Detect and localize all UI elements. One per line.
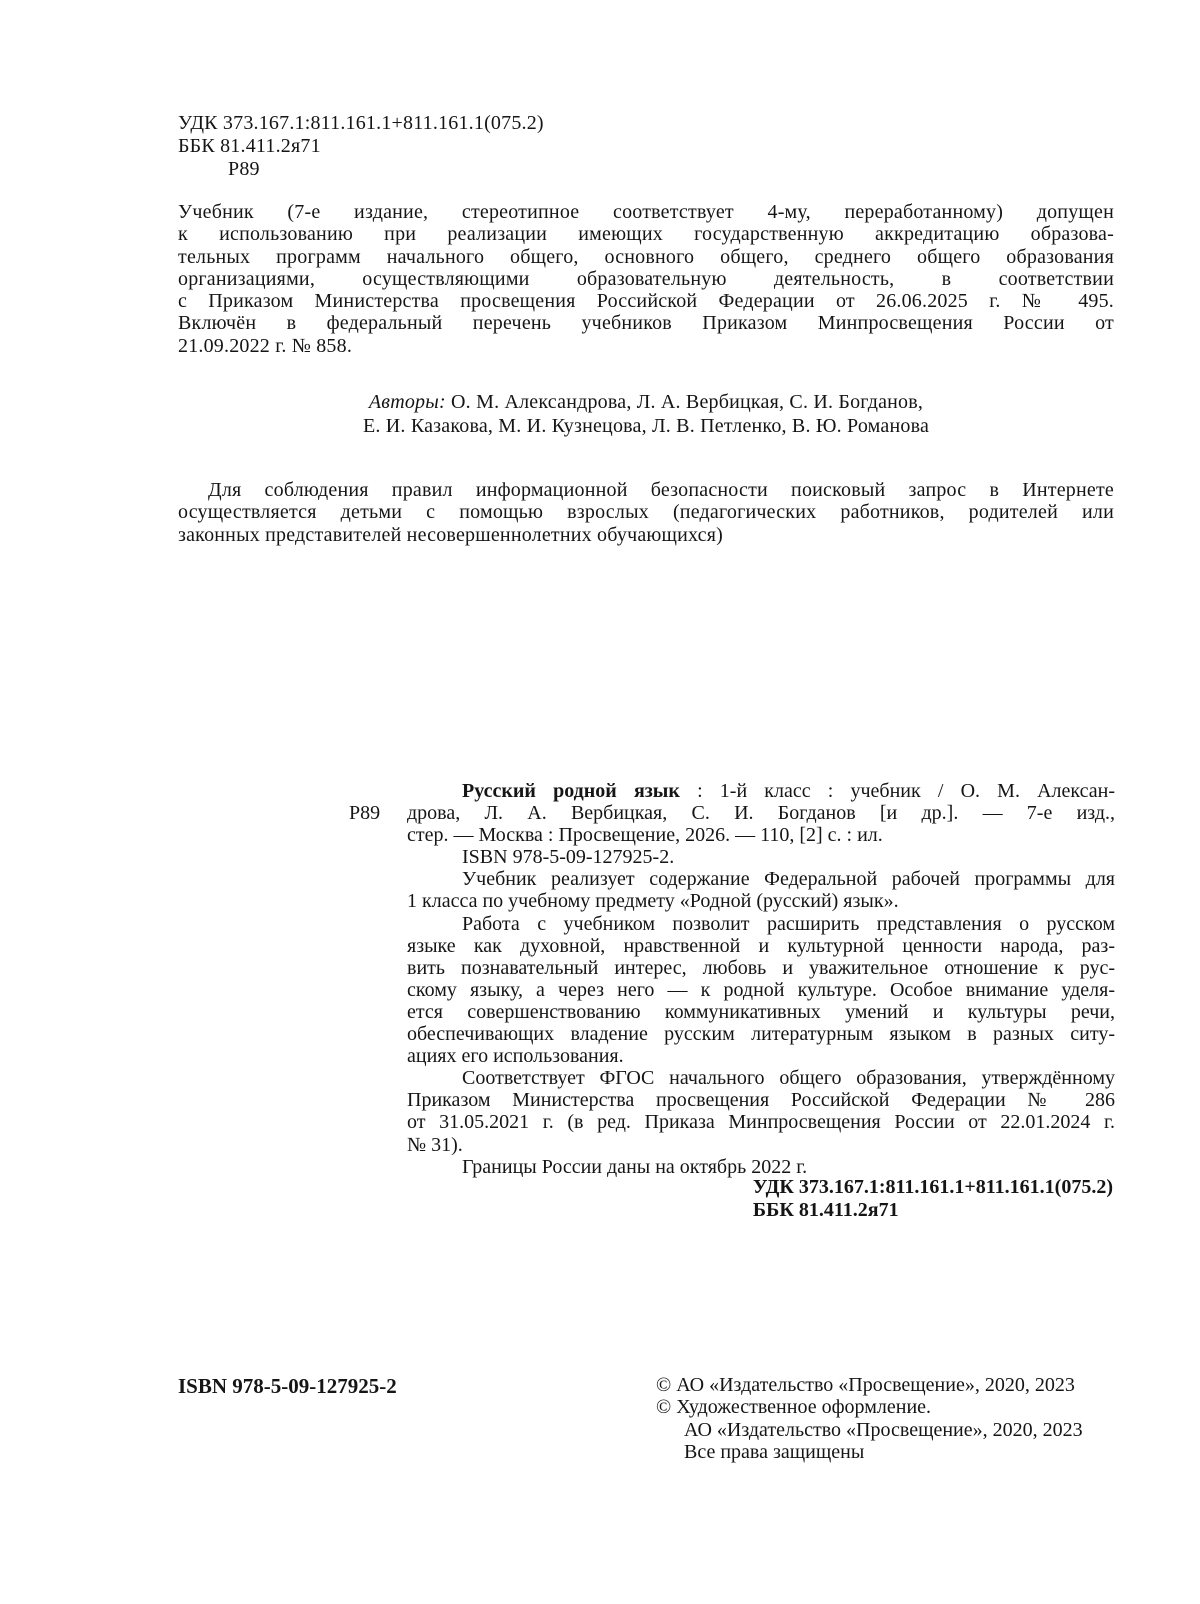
authors-line [178, 391, 1114, 415]
copyright-line: Все права защищены [684, 1441, 865, 1464]
authors-block [178, 391, 1114, 438]
safety-line: Для соблюдения правил информационной безопасности поисковый запрос в Интернете [208, 479, 1114, 501]
copyright-block [656, 1374, 1083, 1464]
approval-line: организациями, осуществляющими образовательную деятельность, в соответствии [178, 267, 1114, 290]
safety-line: законных представителей несовершеннолетних обучающихся) [178, 523, 724, 546]
udk-code: УДК 373.167.1:811.161.1+811.161.1(075.2) [178, 112, 544, 134]
bottom-codes-block [753, 1176, 1113, 1222]
catalog-annotation-block [349, 780, 1115, 1178]
isbn-footer: ISBN 978-5-09-127925-2 [178, 1374, 397, 1398]
author-sign-code: Р89 [228, 158, 260, 180]
copyright-line: АО «Издательство «Просвещение», 2020, 2023 [684, 1418, 1083, 1441]
authors-names: О. М. Александрова, Л. А. Вербицкая, С. И. Богданов, [445, 391, 924, 413]
safety-note [178, 479, 1114, 546]
bbk-code: ББК 81.411.2я71 [178, 135, 321, 157]
catalog-line [407, 780, 1115, 802]
annotation-line: вить познавательный интерес, любовь и уважительное отношение к рус- [407, 956, 1115, 979]
udk-code-bottom: УДК 373.167.1:811.161.1+811.161.1(075.2) [752, 1176, 1113, 1198]
authors-line: Е. И. Казакова, М. И. Кузнецова, Л. В. Петленко, В. Ю. Романова [362, 414, 930, 437]
approval-line: тельных программ начального общего, основного общего, среднего общего образования [178, 245, 1114, 268]
borders-note-line: Границы России даны на октябрь 2022 г. [462, 1155, 808, 1178]
catalog-isbn-line: ISBN 978-5-09-127925-2. [462, 846, 675, 869]
annotation-line: ется совершенствованию коммуникативных умений и культуры речи, [407, 1000, 1115, 1023]
bbk-code-bottom: ББК 81.411.2я71 [752, 1199, 899, 1221]
catalog-author-sign: Р89 [349, 802, 381, 824]
annotation-line: скому языку, а через него — к родной культуре. Особое внимание уделя- [407, 978, 1115, 1001]
book-title: Русский родной язык [462, 780, 680, 802]
safety-line: осуществляется детьми с помощью взрослых (педагогических работников, родителей или [178, 501, 1114, 524]
annotation-line: Приказом Министерства просвещения Российской Федерации № 286 [407, 1089, 1115, 1112]
annotation-line: ациях его использования. [407, 1045, 624, 1068]
approval-line: Включён в федеральный перечень учебников Приказом Минпросвещения России от [178, 312, 1114, 335]
annotation-line: языке как духовной, нравственной и культурной ценности народа, раз- [407, 934, 1115, 957]
approval-paragraph [178, 201, 1114, 357]
annotation-line: обеспечивающих владение русским литературным языком в разных ситу- [407, 1023, 1115, 1046]
annotation-line: Соответствует ФГОС начального общего образования, утверждённому [462, 1067, 1115, 1090]
approval-line: Учебник (7-е издание, стереотипное соответствует 4-му, переработанному) допущен [178, 201, 1114, 223]
copyright-line: © АО «Издательство «Просвещение», 2020, 2023 [656, 1374, 1075, 1396]
annotation-line: Учебник реализует содержание Федеральной рабочей программы для [462, 868, 1115, 891]
annotation-line: Работа с учебником позволит расширить представления о русском [462, 912, 1115, 935]
catalog-line: стер. — Москва : Просвещение, 2026. — 110, [2] с. : ил. [407, 824, 883, 847]
copyright-line: © Художественное оформление. [656, 1396, 932, 1419]
annotation-line: № 31). [407, 1133, 463, 1156]
catalog-line: дрова, Л. А. Вербицкая, С. И. Богданов [и др.]. — 7-е изд., [407, 802, 1115, 825]
approval-line: 21.09.2022 г. № 858. [178, 334, 353, 357]
authors-label: Авторы: [368, 391, 446, 413]
catalog-title-rest: : 1-й класс : учебник / О. М. Алексан- [679, 780, 1115, 802]
annotation-line: от 31.05.2021 г. (в ред. Приказа Минпросвещения России от 22.01.2024 г. [407, 1111, 1115, 1134]
approval-line: с Приказом Министерства просвещения Российской Федерации от 26.06.2025 г. № 495. [178, 290, 1114, 313]
approval-line: к использованию при реализации имеющих государственную аккредитацию образова- [178, 223, 1114, 246]
annotation-line: 1 класса по учебному предмету «Родной (русский) язык». [407, 890, 899, 913]
top-codes-block [178, 112, 544, 181]
